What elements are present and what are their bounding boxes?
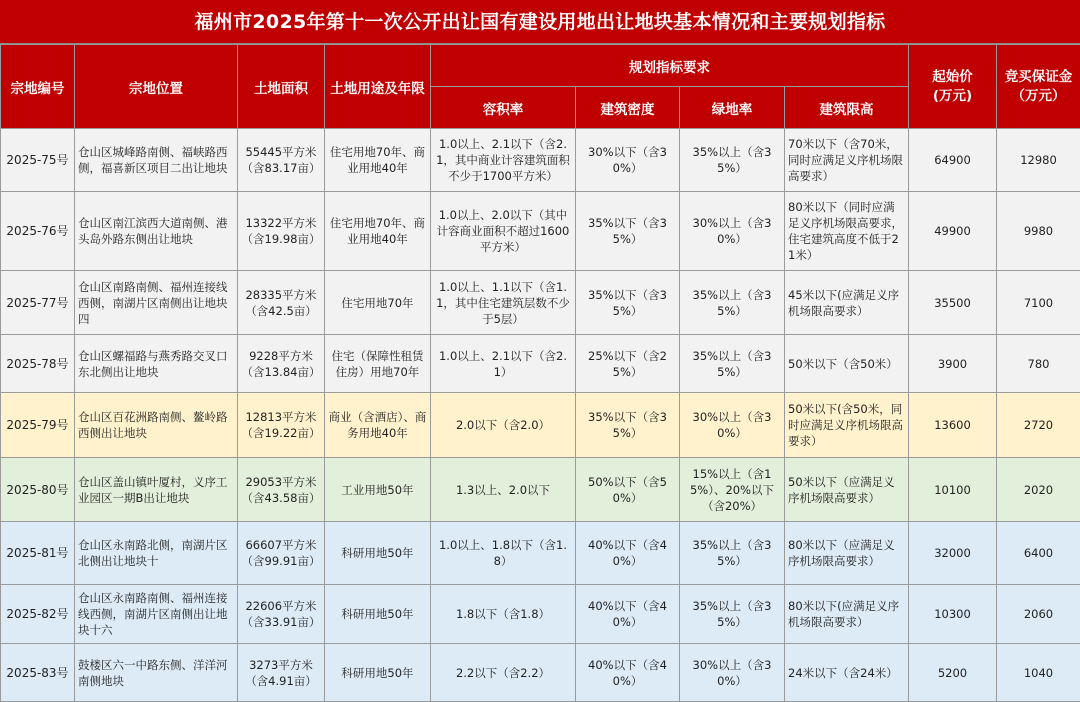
cell-area: 22606平方米 （含33.91亩） [238,585,325,644]
parcel-table [0,44,1080,702]
cell-use: 科研用地50年 [325,522,431,585]
cell-density: 40%以下（含40%） [576,585,680,644]
cell-code: 2025-83号 [1,644,75,702]
cell-price: 32000 [909,522,997,585]
cell-area: 55445平方米 （含83.17亩） [238,129,325,192]
table-body [1,129,1080,702]
cell-price: 35500 [909,271,997,335]
table-row [1,458,1080,522]
header-price: 起始价 (万元) [909,45,997,129]
cell-location: 仓山区永南路南侧、福州连接线西侧，南湖片区南侧出让地块十六 [75,585,238,644]
cell-use: 住宅用地70年、商业用地40年 [325,129,431,192]
cell-green: 30%以上（含30%） [680,393,785,458]
cell-density: 40%以下（含40%） [576,522,680,585]
cell-density: 35%以下（含35%） [576,393,680,458]
cell-location: 仓山区南路南侧、福州连接线西侧，南湖片区南侧出让地块四 [75,271,238,335]
cell-code: 2025-79号 [1,393,75,458]
cell-code: 2025-76号 [1,192,75,271]
cell-green: 35%以上（含35%） [680,335,785,393]
cell-use: 商业（含酒店）、商务用地40年 [325,393,431,458]
cell-area: 3273平方米 （含4.91亩） [238,644,325,702]
cell-deposit: 9980 [997,192,1080,271]
cell-use: 住宅（保障性租赁住房）用地70年 [325,335,431,393]
cell-code: 2025-81号 [1,522,75,585]
cell-price: 5200 [909,644,997,702]
cell-height: 45米以下(应满足义序机场限高要求） [785,271,909,335]
cell-density: 40%以下（含40%） [576,644,680,702]
cell-height: 70米以下（含70米，同时应满足义序机场限高要求） [785,129,909,192]
header-planning: 规划指标要求 [431,45,909,87]
header-location: 宗地位置 [75,45,238,129]
cell-price: 10300 [909,585,997,644]
cell-far: 2.0以下（含2.0） [431,393,576,458]
cell-price: 10100 [909,458,997,522]
table-row [1,129,1080,192]
cell-price: 64900 [909,129,997,192]
cell-deposit: 2720 [997,393,1080,458]
cell-green: 15%以上（含15%）、20%以下（含20%） [680,458,785,522]
cell-height: 50米以下（应满足义序机场限高要求） [785,458,909,522]
header-density: 建筑密度 [576,87,680,129]
cell-far: 1.0以上、2.0以下（其中计容商业面积不超过1600平方米） [431,192,576,271]
cell-far: 1.0以上、2.1以下（含2.1，其中商业计容建筑面积不少于1700平方米） [431,129,576,192]
cell-green: 35%以上（含35%） [680,585,785,644]
header-deposit: 竞买保证金 （万元） [997,45,1080,129]
cell-density: 30%以下（含30%） [576,129,680,192]
cell-area: 66607平方米 （含99.91亩） [238,522,325,585]
header-code: 宗地编号 [1,45,75,129]
cell-height: 80米以下（应满足义序机场限高要求） [785,522,909,585]
cell-code: 2025-78号 [1,335,75,393]
cell-location: 仓山区盖山镇叶厦村，义序工业园区一期B出让地块 [75,458,238,522]
header-height: 建筑限高 [785,87,909,129]
table-row [1,335,1080,393]
cell-location: 仓山区永南路北侧，南湖片区北侧出让地块十 [75,522,238,585]
cell-location: 仓山区螺福路与燕秀路交叉口东北侧出让地块 [75,335,238,393]
cell-use: 工业用地50年 [325,458,431,522]
cell-location: 鼓楼区六一中路东侧、洋洋河南侧地块 [75,644,238,702]
cell-height: 80米以下（同时应满足义序机场限高要求，住宅建筑高度不低于21米） [785,192,909,271]
cell-far: 1.0以上、2.1以下（含2.1） [431,335,576,393]
cell-green: 30%以上（含30%） [680,644,785,702]
cell-use: 住宅用地70年、商业用地40年 [325,192,431,271]
cell-green: 35%以上（含35%） [680,271,785,335]
cell-code: 2025-77号 [1,271,75,335]
table-row [1,585,1080,644]
cell-density: 50%以下（含50%） [576,458,680,522]
cell-code: 2025-80号 [1,458,75,522]
cell-area: 28335平方米 （含42.5亩） [238,271,325,335]
cell-use: 科研用地50年 [325,644,431,702]
cell-area: 29053平方米 （含43.58亩） [238,458,325,522]
cell-use: 住宅用地70年 [325,271,431,335]
cell-location: 仓山区城峰路南侧、福峡路西侧，福喜新区项目二出让地块 [75,129,238,192]
cell-deposit: 780 [997,335,1080,393]
cell-green: 30%以上（含30%） [680,192,785,271]
table-row [1,271,1080,335]
cell-density: 35%以下（含35%） [576,192,680,271]
cell-price: 3900 [909,335,997,393]
table-row [1,192,1080,271]
cell-deposit: 2020 [997,458,1080,522]
cell-code: 2025-75号 [1,129,75,192]
cell-far: 1.0以上、1.8以下（含1.8） [431,522,576,585]
cell-area: 9228平方米 （含13.84亩） [238,335,325,393]
cell-area: 13322平方米 （含19.98亩） [238,192,325,271]
cell-far: 1.3以上、2.0以下 [431,458,576,522]
page-title: 福州市2025年第十一次公开出让国有建设用地出让地块基本情况和主要规划指标 [0,0,1080,44]
cell-height: 50米以下(含50米，同时应满足义序机场限高要求） [785,393,909,458]
header-far: 容积率 [431,87,576,129]
cell-price: 13600 [909,393,997,458]
header-area: 土地面积 [238,45,325,129]
cell-area: 12813平方米 （含19.22亩） [238,393,325,458]
cell-location: 仓山区百花洲路南侧、鳌岭路西侧出让地块 [75,393,238,458]
cell-code: 2025-82号 [1,585,75,644]
cell-use: 科研用地50年 [325,585,431,644]
cell-height: 24米以下（含24米） [785,644,909,702]
cell-deposit: 2060 [997,585,1080,644]
cell-deposit: 7100 [997,271,1080,335]
cell-location: 仓山区南江滨西大道南侧、港头岛外路东侧出让地块 [75,192,238,271]
table-row [1,644,1080,702]
cell-far: 2.2以下（含2.2） [431,644,576,702]
cell-far: 1.0以上、1.1以下（含1.1，其中住宅建筑层数不少于5层） [431,271,576,335]
cell-density: 35%以下（含35%） [576,271,680,335]
cell-far: 1.8以下（含1.8） [431,585,576,644]
cell-deposit: 12980 [997,129,1080,192]
cell-height: 80米以下(应满足义序机场限高要求） [785,585,909,644]
table-row [1,393,1080,458]
table-row [1,522,1080,585]
cell-density: 25%以下（含25%） [576,335,680,393]
header-green: 绿地率 [680,87,785,129]
cell-green: 35%以上（含35%） [680,129,785,192]
cell-price: 49900 [909,192,997,271]
header-use: 土地用途及年限 [325,45,431,129]
table-header [1,45,1080,129]
cell-deposit: 1040 [997,644,1080,702]
cell-deposit: 6400 [997,522,1080,585]
cell-green: 35%以上（含35%） [680,522,785,585]
cell-height: 50米以下（含50米） [785,335,909,393]
